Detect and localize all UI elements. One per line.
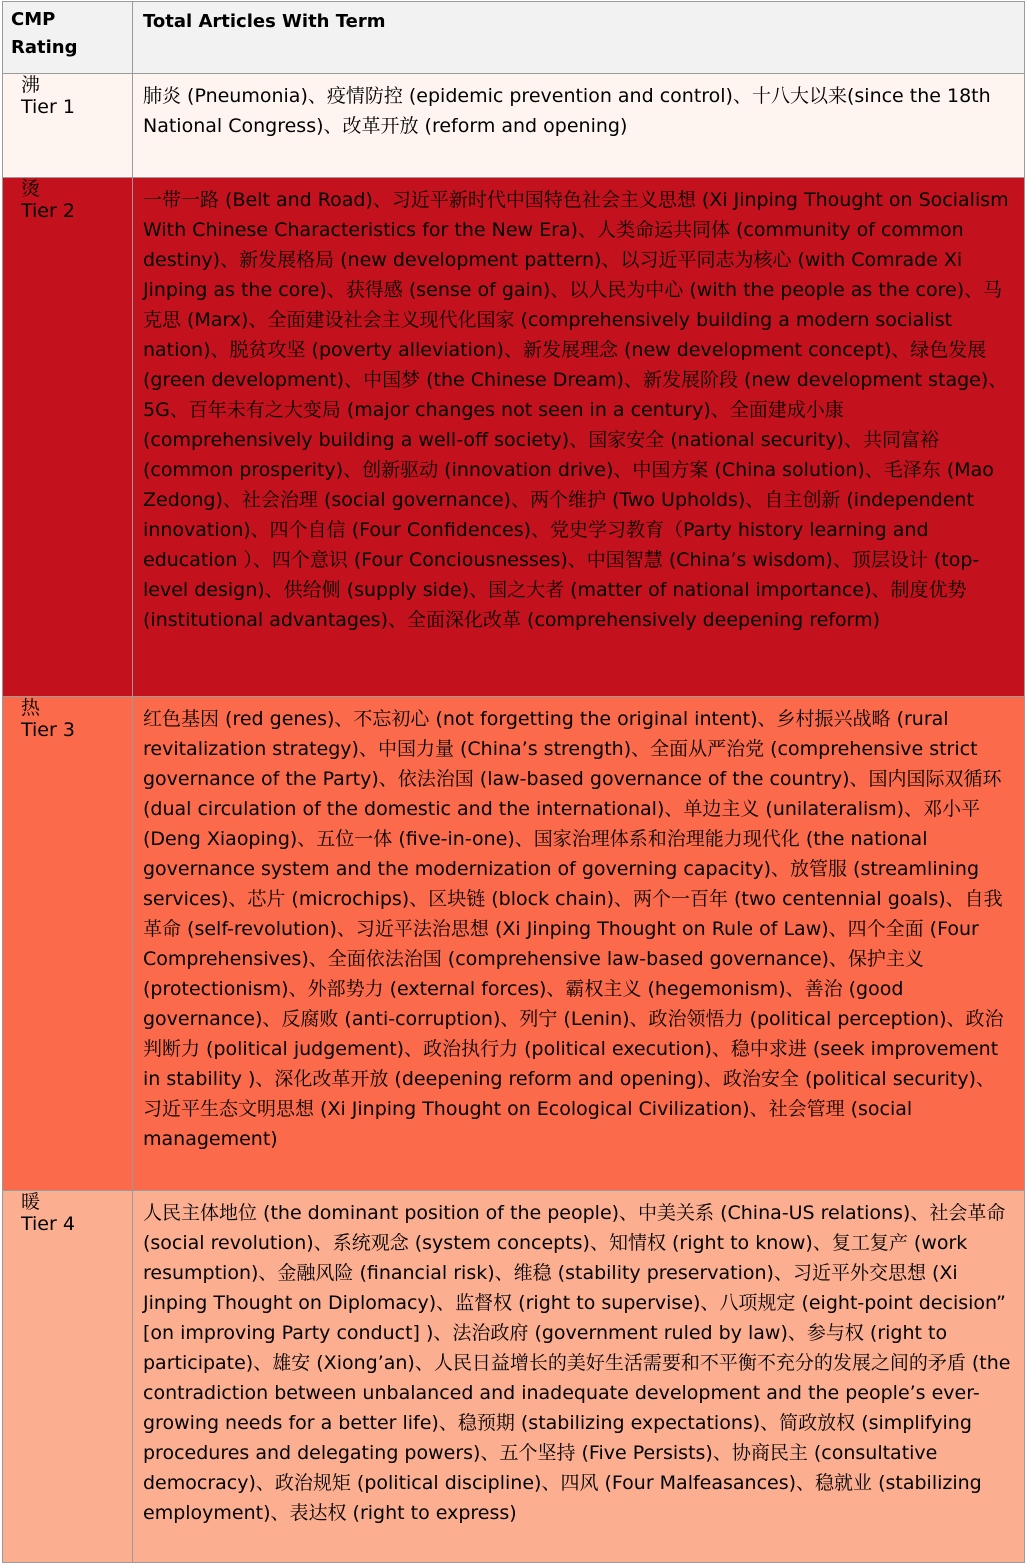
tier-1-char: 沸: [21, 74, 41, 96]
header-rating-line1: CMP: [11, 9, 56, 30]
table-row-tier-4: [3, 1191, 1025, 1563]
tier-1-label: Tier 1: [21, 96, 75, 118]
tier-3-label: Tier 3: [21, 719, 75, 741]
rating-cell-tier-3: [3, 697, 133, 1191]
cmp-rating-table: [2, 1, 1025, 1563]
rating-cell-tier-4: [3, 1191, 133, 1563]
terms-cell-tier-2: 一带一路 (Belt and Road)、习近平新时代中国特色社会主义思想 (Xi Jinping Thought on Socialism With Chinese Characteristics for the New Era)、人类命运共同体 (community of common destiny)、新发展格局 (new development pattern)、以习近平同志为核心 (with Comrade Xi Jinping as the core)、获得感 (sense of gain)、以人民为中心 (with the people as the core)、马克思 (Marx)、全面建设社会主义现代化国家 (comprehensively building a modern socialist nation)、脱贫攻坚 (poverty alleviation)、新发展理念 (new development concept)、绿色发展 (green development)、中国梦 (the Chinese Dream)、新发展阶段 (new development stage)、5G、百年未有之大变局 (major changes not seen in a century)、全面建成小康 (comprehensively building a well-off society)、国家安全 (national security)、共同富裕 (common prosperity)、创新驱动 (innovation drive)、中国方案 (China solution)、毛泽东 (Mao Zedong)、社会治理 (social governance)、两个维护 (Two Upholds)、自主创新 (independent innovation)、四个自信 (Four Confidences)、党史学习教育（Party history learning and education ）、四个意识 (Four Conciousnesses)、中国智慧 (China’s wisdom)、顶层设计 (top-level design)、供给侧 (supply side)、国之大者 (matter of national importance)、制度优势 (institutional advantages)、全面深化改革 (comprehensively deepening reform): [133, 178, 1025, 697]
tier-3-char: 热: [21, 697, 41, 719]
rating-cell-tier-1: [3, 74, 133, 178]
tier-4-label: Tier 4: [21, 1213, 75, 1235]
header-rating-line2: Rating: [11, 37, 78, 58]
table-row-tier-3: [3, 697, 1025, 1191]
header-cmp-rating: [3, 2, 133, 74]
tier-4-char: 暖: [21, 1191, 41, 1213]
rating-cell-tier-2: [3, 178, 133, 697]
terms-cell-tier-4: 人民主体地位 (the dominant position of the people)、中美关系 (China-US relations)、社会革命 (social revolution)、系统观念 (system concepts)、知情权 (right to know)、复工复产 (work resumption)、金融风险 (financial risk)、维稳 (stability preservation)、习近平外交思想 (Xi Jinping Thought on Diplomacy)、监督权 (right to supervise)、八项规定 (eight-point decision” [on improving Party conduct] )、法治政府 (government ruled by law)、参与权 (right to participate)、雄安 (Xiong’an)、人民日益增长的美好生活需要和不平衡不充分的发展之间的矛盾 (the contradiction between unbalanced and inadequate development and the people’s ever-growing needs for a better life)、稳预期 (stabilizing expectations)、简政放权 (simplifying procedures and delegating powers)、五个坚持 (Five Persists)、协商民主 (consultative democracy)、政治规矩 (political discipline)、四风 (Four Malfeasances)、稳就业 (stabilizing employment)、表达权 (right to express): [133, 1191, 1025, 1563]
header-total-articles: Total Articles With Term: [133, 2, 1025, 74]
terms-cell-tier-1: 肺炎 (Pneumonia)、疫情防控 (epidemic prevention and control)、十八大以来(since the 18th National Congress)、改革开放 (reform and opening): [133, 74, 1025, 178]
table-header-row: [3, 2, 1025, 74]
tier-2-char: 烫: [21, 178, 41, 200]
table-row-tier-1: [3, 74, 1025, 178]
table-row-tier-2: [3, 178, 1025, 697]
terms-cell-tier-3: 红色基因 (red genes)、不忘初心 (not forgetting the original intent)、乡村振兴战略 (rural revitalization strategy)、中国力量 (China’s strength)、全面从严治党 (comprehensive strict governance of the Party)、依法治国 (law-based governance of the country)、国内国际双循环 (dual circulation of the domestic and the international)、单边主义 (unilateralism)、邓小平 (Deng Xiaoping)、五位一体 (five-in-one)、国家治理体系和治理能力现代化 (the national governance system and the modernization of governing capacity)、放管服 (streamlining services)、芯片 (microchips)、区块链 (block chain)、两个一百年 (two centennial goals)、自我革命 (self-revolution)、习近平法治思想 (Xi Jinping Thought on Rule of Law)、四个全面 (Four Comprehensives)、全面依法治国 (comprehensive law-based governance)、保护主义 (protectionism)、外部势力 (external forces)、霸权主义 (hegemonism)、善治 (good governance)、反腐败 (anti-corruption)、列宁 (Lenin)、政治领悟力 (political perception)、政治判断力 (political judgement)、政治执行力 (political execution)、稳中求进 (seek improvement in stability )、深化改革开放 (deepening reform and opening)、政治安全 (political security)、习近平生态文明思想 (Xi Jinping Thought on Ecological Civilization)、社会管理 (social management): [133, 697, 1025, 1191]
tier-2-label: Tier 2: [21, 200, 75, 222]
